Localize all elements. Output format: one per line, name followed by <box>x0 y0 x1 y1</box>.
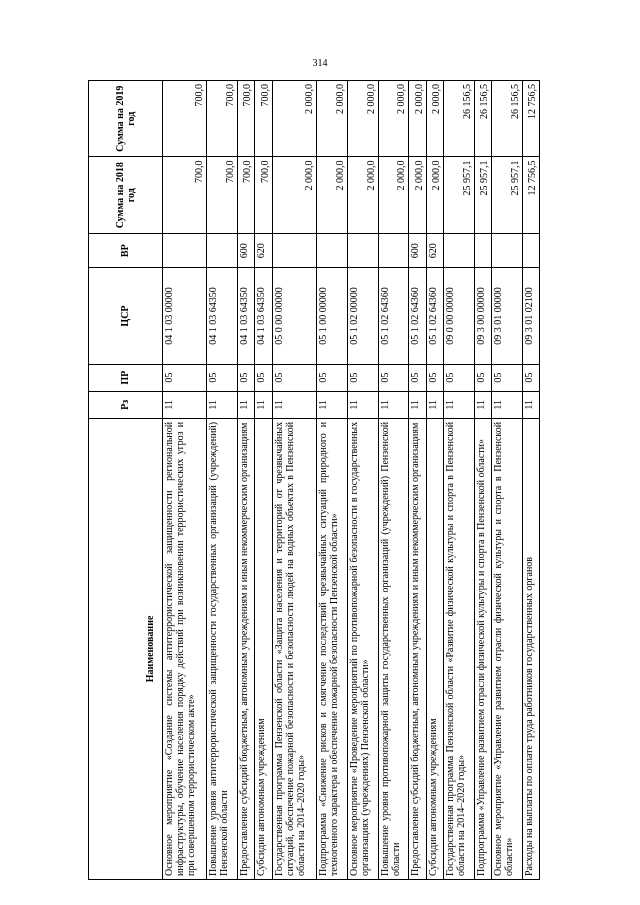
cell-vr <box>163 233 207 268</box>
table-row <box>409 81 426 880</box>
cell-rz: 11 <box>443 391 474 418</box>
cell-vr <box>491 233 522 268</box>
cell-vr <box>207 233 238 268</box>
cell-sum2019: 2 000,0 <box>316 81 347 157</box>
table-row <box>491 81 522 880</box>
cell-vr: 620 <box>426 233 443 268</box>
cell-sum2019: 26 156,5 <box>491 81 522 157</box>
cell-name: Предоставление субсидий бюджетным, автономным учреждениям и иным некоммерческим организациям <box>409 418 426 879</box>
cell-sum2018: 700,0 <box>163 157 207 233</box>
cell-pr: 05 <box>409 364 426 391</box>
header-name: Наименование <box>89 418 163 879</box>
cell-sum2018: 2 000,0 <box>409 157 426 233</box>
cell-rz: 11 <box>378 391 409 418</box>
cell-pr: 05 <box>443 364 474 391</box>
cell-vr: 600 <box>409 233 426 268</box>
cell-pr: 05 <box>238 364 255 391</box>
cell-rz: 11 <box>238 391 255 418</box>
cell-sum2019: 26 156,5 <box>443 81 474 157</box>
cell-rz: 11 <box>272 391 316 418</box>
cell-sum2018: 2 000,0 <box>347 157 378 233</box>
table-row <box>238 81 255 880</box>
table-row <box>378 81 409 880</box>
cell-rz: 11 <box>409 391 426 418</box>
cell-vr <box>474 233 491 268</box>
table-row <box>474 81 491 880</box>
cell-sum2018: 2 000,0 <box>272 157 316 233</box>
header-rz: Рз <box>89 391 163 418</box>
cell-name: Повышение уровня антитеррористической защищенности государственных организаций (учреждений) Пензенской области <box>207 418 238 879</box>
cell-csr: 04 1 03 64350 <box>207 268 238 364</box>
cell-vr <box>443 233 474 268</box>
cell-sum2018: 2 000,0 <box>316 157 347 233</box>
cell-csr: 05 1 02 64360 <box>426 268 443 364</box>
cell-pr: 05 <box>522 364 539 391</box>
cell-pr: 05 <box>474 364 491 391</box>
cell-pr: 05 <box>316 364 347 391</box>
cell-pr: 05 <box>207 364 238 391</box>
cell-rz: 11 <box>522 391 539 418</box>
cell-vr <box>522 233 539 268</box>
cell-pr: 05 <box>163 364 207 391</box>
cell-vr <box>347 233 378 268</box>
cell-name: Основное мероприятие «Проведение мероприятий по противопожарной безопасности в государственных организациях (учреждениях) Пензенской области» <box>347 418 378 879</box>
cell-csr: 09 3 01 02100 <box>522 268 539 364</box>
cell-name: Основное мероприятие «Управление развитием отрасли физической культуры и спорта в Пензенской области» <box>491 418 522 879</box>
cell-csr: 05 1 00 00000 <box>316 268 347 364</box>
header-sum-2018: Сумма на 2018 год <box>89 157 163 233</box>
cell-rz: 11 <box>474 391 491 418</box>
cell-sum2019: 700,0 <box>207 81 238 157</box>
table-row <box>255 81 272 880</box>
cell-sum2019: 2 000,0 <box>272 81 316 157</box>
cell-pr: 05 <box>272 364 316 391</box>
cell-sum2018: 25 957,1 <box>491 157 522 233</box>
cell-sum2019: 26 156,5 <box>474 81 491 157</box>
cell-sum2018: 2 000,0 <box>426 157 443 233</box>
cell-csr: 05 1 02 64360 <box>378 268 409 364</box>
cell-sum2018: 700,0 <box>238 157 255 233</box>
cell-pr: 05 <box>378 364 409 391</box>
cell-sum2018: 25 957,1 <box>474 157 491 233</box>
cell-name: Повышение уровня противопожарной защиты государственных организаций (учреждений) Пензенской области <box>378 418 409 879</box>
cell-vr: 600 <box>238 233 255 268</box>
cell-sum2019: 2 000,0 <box>409 81 426 157</box>
cell-csr: 04 1 03 64350 <box>255 268 272 364</box>
cell-rz: 11 <box>347 391 378 418</box>
table-row <box>426 81 443 880</box>
cell-vr: 620 <box>255 233 272 268</box>
cell-vr <box>378 233 409 268</box>
cell-sum2019: 700,0 <box>255 81 272 157</box>
cell-rz: 11 <box>255 391 272 418</box>
cell-csr: 05 0 00 00000 <box>272 268 316 364</box>
cell-csr: 09 0 00 00000 <box>443 268 474 364</box>
cell-vr <box>272 233 316 268</box>
header-sum-2019: Сумма на 2019 год <box>89 81 163 157</box>
cell-csr: 04 1 03 64350 <box>238 268 255 364</box>
cell-csr: 09 3 01 00000 <box>491 268 522 364</box>
cell-pr: 05 <box>255 364 272 391</box>
table-body <box>163 81 540 880</box>
cell-pr: 05 <box>426 364 443 391</box>
cell-csr: 05 1 02 64360 <box>409 268 426 364</box>
cell-rz: 11 <box>491 391 522 418</box>
cell-rz: 11 <box>207 391 238 418</box>
cell-sum2018: 2 000,0 <box>378 157 409 233</box>
table-row <box>347 81 378 880</box>
cell-name: Государственная программа Пензенской области «Защита населения и территорий от чрезвычайных ситуаций, обеспечение пожарной безопасности и безопасности людей на водных объектах в Пензенской области на 2014–2020 годы» <box>272 418 316 879</box>
cell-sum2019: 2 000,0 <box>347 81 378 157</box>
cell-name: Государственная программа Пензенской области «Развитие физической культуры и спорта в Пензенской области на 2014–2020 годы» <box>443 418 474 879</box>
table-row <box>272 81 316 880</box>
table-row <box>522 81 539 880</box>
cell-sum2019: 2 000,0 <box>426 81 443 157</box>
cell-sum2019: 2 000,0 <box>378 81 409 157</box>
cell-rz: 11 <box>163 391 207 418</box>
cell-csr: 09 3 00 00000 <box>474 268 491 364</box>
cell-sum2018: 25 957,1 <box>443 157 474 233</box>
header-csr: ЦСР <box>89 268 163 364</box>
cell-name: Субсидии автономным учреждениям <box>426 418 443 879</box>
cell-sum2019: 700,0 <box>238 81 255 157</box>
cell-rz: 11 <box>426 391 443 418</box>
cell-name: Подпрограмма «Снижение рисков и смягчение последствий чрезвычайных ситуаций природного и техногенного характера и обеспечение пожарной безопасности Пензенской области» <box>316 418 347 879</box>
cell-name: Основное мероприятие «Создание системы антитеррористической защищенности региональной инфраструктуры, обучение населения порядку действий при возникновении террористических угроз и при совершенном террористическом акте» <box>163 418 207 879</box>
table-row <box>443 81 474 880</box>
cell-sum2018: 700,0 <box>255 157 272 233</box>
page-number: 314 <box>312 58 328 69</box>
cell-sum2018: 700,0 <box>207 157 238 233</box>
cell-vr <box>316 233 347 268</box>
cell-name: Предоставление субсидий бюджетным, автономным учреждениям и иным некоммерческим организациям <box>238 418 255 879</box>
header-vr: ВР <box>89 233 163 268</box>
table-row <box>163 81 207 880</box>
cell-name: Подпрограмма «Управление развитием отрасли физической культуры и спорта в Пензенской области» <box>474 418 491 879</box>
cell-pr: 05 <box>491 364 522 391</box>
cell-name: Субсидии автономным учреждениям <box>255 418 272 879</box>
cell-pr: 05 <box>347 364 378 391</box>
rotated-table-container <box>88 80 540 880</box>
cell-csr: 05 1 02 00000 <box>347 268 378 364</box>
cell-sum2019: 12 756,5 <box>522 81 539 157</box>
header-pr: ПР <box>89 364 163 391</box>
table-row <box>316 81 347 880</box>
cell-rz: 11 <box>316 391 347 418</box>
cell-csr: 04 1 03 00000 <box>163 268 207 364</box>
budget-table <box>88 80 540 880</box>
table-row <box>207 81 238 880</box>
cell-sum2019: 700,0 <box>163 81 207 157</box>
cell-name: Расходы на выплаты по оплате труда работников государственных органов <box>522 418 539 879</box>
table-header-row <box>89 81 163 880</box>
cell-sum2018: 12 756,5 <box>522 157 539 233</box>
